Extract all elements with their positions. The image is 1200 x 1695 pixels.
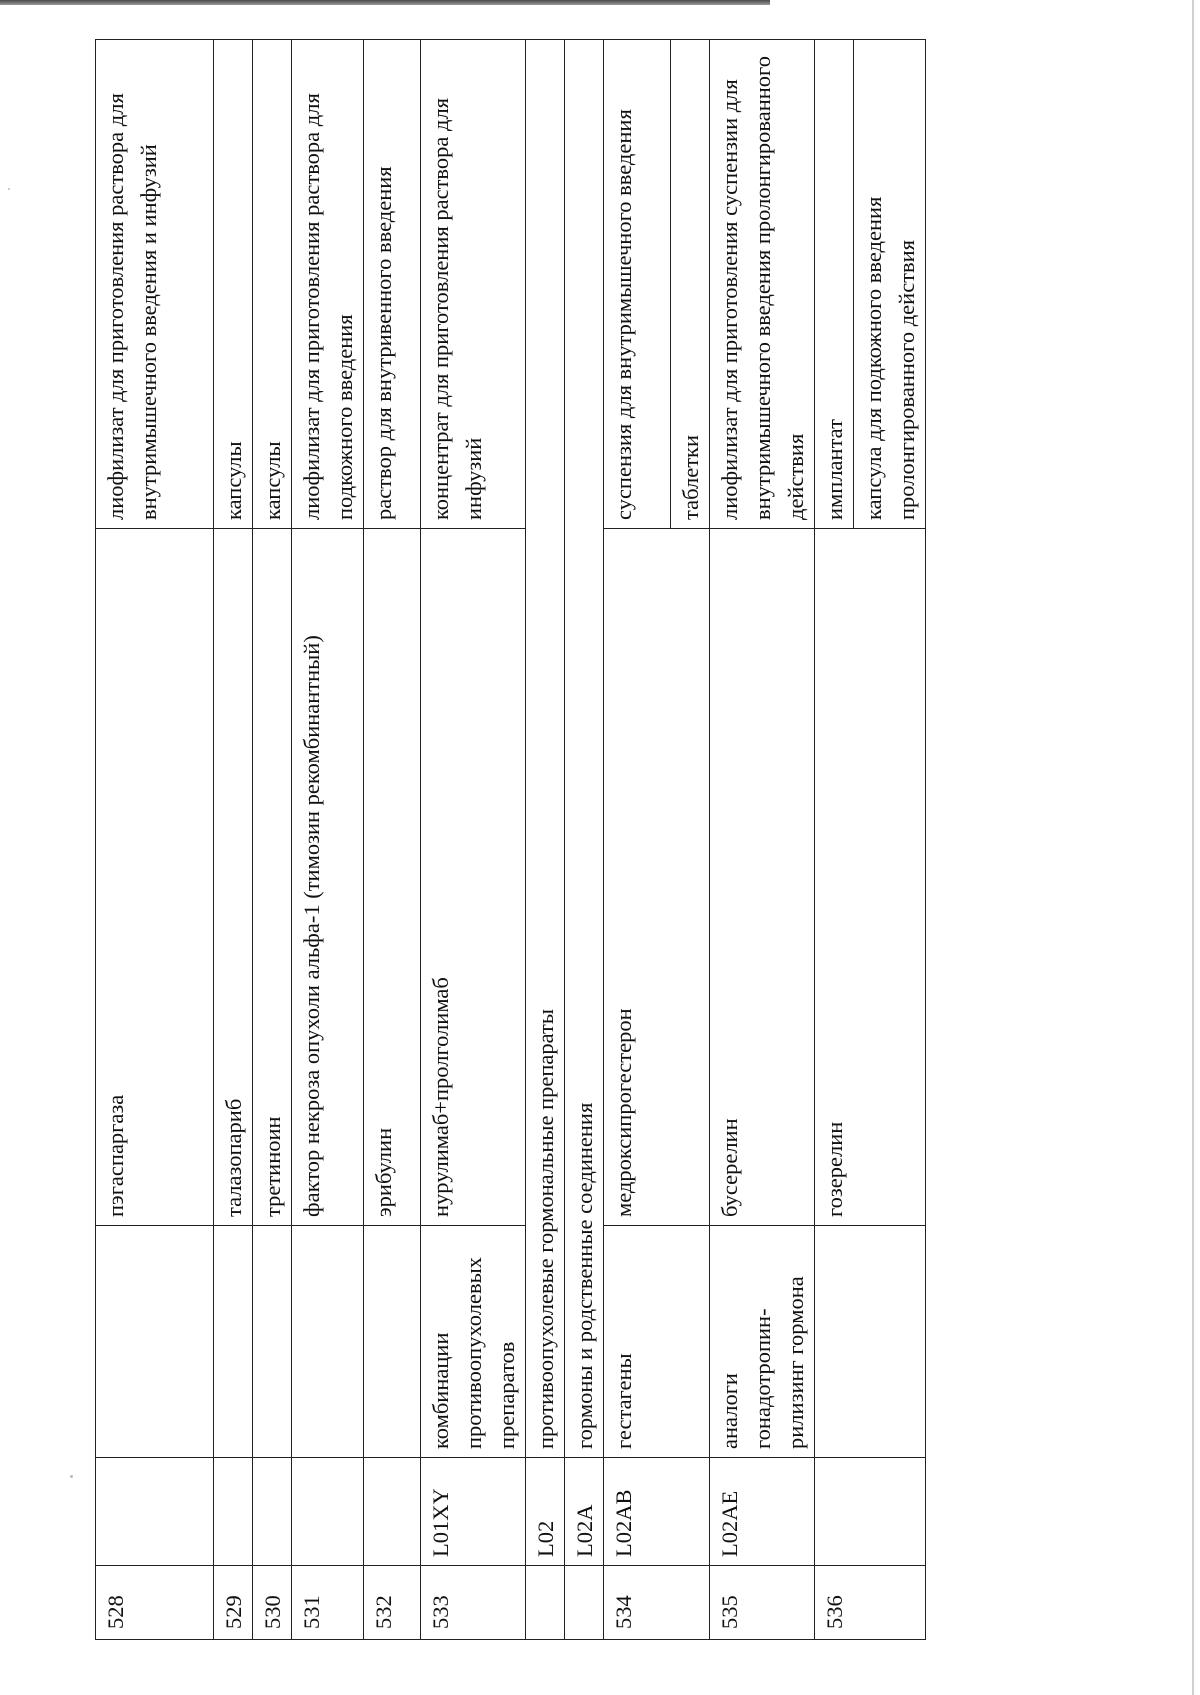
- anatomic-group: аналоги гонадотропин-рилизинг гормона: [710, 1226, 815, 1458]
- row-number: 528: [96, 1566, 214, 1640]
- table-row: [815, 40, 854, 1640]
- row-number: 531: [292, 1566, 364, 1640]
- anatomic-group: [364, 1226, 421, 1458]
- drug-name: бусерелин: [710, 529, 815, 1226]
- table-row: [214, 40, 253, 1640]
- dosage-form: имплантат: [815, 40, 854, 529]
- dosage-form: капсула для подкожного введения пролонгированного действия: [854, 40, 926, 529]
- atc-code: L01XY: [421, 1458, 526, 1566]
- table-row: [364, 40, 421, 1640]
- row-number: 529: [214, 1566, 253, 1640]
- row-number: 535: [710, 1566, 815, 1640]
- drug-name: медроксипрогестерон: [604, 529, 710, 1226]
- row-number: 536: [815, 1566, 926, 1640]
- anatomic-group: [815, 1226, 926, 1458]
- drug-name: пэгаспаргаза: [96, 529, 214, 1226]
- dosage-form: лиофилизат для приготовления раствора для подкожного введения: [292, 40, 364, 529]
- anatomic-group: [96, 1226, 214, 1458]
- table-row: [253, 40, 292, 1640]
- anatomic-group: [253, 1226, 292, 1458]
- section-title: противоопухолевые гормональные препараты: [526, 40, 565, 1458]
- atc-code: [815, 1458, 926, 1566]
- table-row: [421, 40, 526, 1640]
- drug-table-body: [96, 40, 926, 1640]
- section-row: [565, 40, 604, 1640]
- atc-code: L02AE: [710, 1458, 815, 1566]
- row-number: [526, 1566, 565, 1640]
- drug-name: эрибулин: [364, 529, 421, 1226]
- row-number: 530: [253, 1566, 292, 1640]
- atc-code: [253, 1458, 292, 1566]
- row-number: 532: [364, 1566, 421, 1640]
- drug-name: нурулимаб+пролголимаб: [421, 529, 526, 1226]
- drug-name: талазопариб: [214, 529, 253, 1226]
- drug-name: фактор некроза опухоли альфа-1 (тимозин рекомбинантный): [292, 529, 364, 1226]
- atc-code: [292, 1458, 364, 1566]
- atc-code: [364, 1458, 421, 1566]
- dosage-form: лиофилизат для приготовления суспензии для внутримышечного введения пролонгированного действия: [710, 40, 815, 529]
- row-number: 534: [604, 1566, 710, 1640]
- anatomic-group: комбинации противоопухолевых препаратов: [421, 1226, 526, 1458]
- table-row: [96, 40, 214, 1640]
- atc-code: [214, 1458, 253, 1566]
- row-number: 533: [421, 1566, 526, 1640]
- atc-code: L02: [526, 1458, 565, 1566]
- section-title: гормоны и родственные соединения: [565, 40, 604, 1458]
- section-row: [526, 40, 565, 1640]
- anatomic-group: [292, 1226, 364, 1458]
- dosage-form: раствор для внутривенного введения: [364, 40, 421, 529]
- table-row: [604, 40, 671, 1640]
- rotated-page: [95, 40, 1000, 1640]
- dosage-form: таблетки: [671, 40, 710, 529]
- scan-top-edge: [0, 0, 770, 5]
- drug-name: третиноин: [253, 529, 292, 1226]
- anatomic-group: [214, 1226, 253, 1458]
- dosage-form: суспензия для внутримышечного введения: [604, 40, 671, 529]
- atc-code: L02A: [565, 1458, 604, 1566]
- dosage-form: лиофилизат для приготовления раствора для внутримышечного введения и инфузий: [96, 40, 214, 529]
- scan-speck: [8, 188, 10, 190]
- scan-speck: [70, 1475, 73, 1478]
- dosage-form: капсулы: [253, 40, 292, 529]
- dosage-form: концентрат для приготовления раствора для инфузий: [421, 40, 526, 529]
- anatomic-group: гестагены: [604, 1226, 710, 1458]
- atc-code: [96, 1458, 214, 1566]
- drug-name: гозерелин: [815, 529, 926, 1226]
- atc-code: L02AB: [604, 1458, 710, 1566]
- drug-table: [95, 39, 926, 1640]
- row-number: [565, 1566, 604, 1640]
- table-row: [292, 40, 364, 1640]
- scan-right-edge: [1192, 0, 1194, 1695]
- dosage-form: капсулы: [214, 40, 253, 529]
- table-row: [710, 40, 815, 1640]
